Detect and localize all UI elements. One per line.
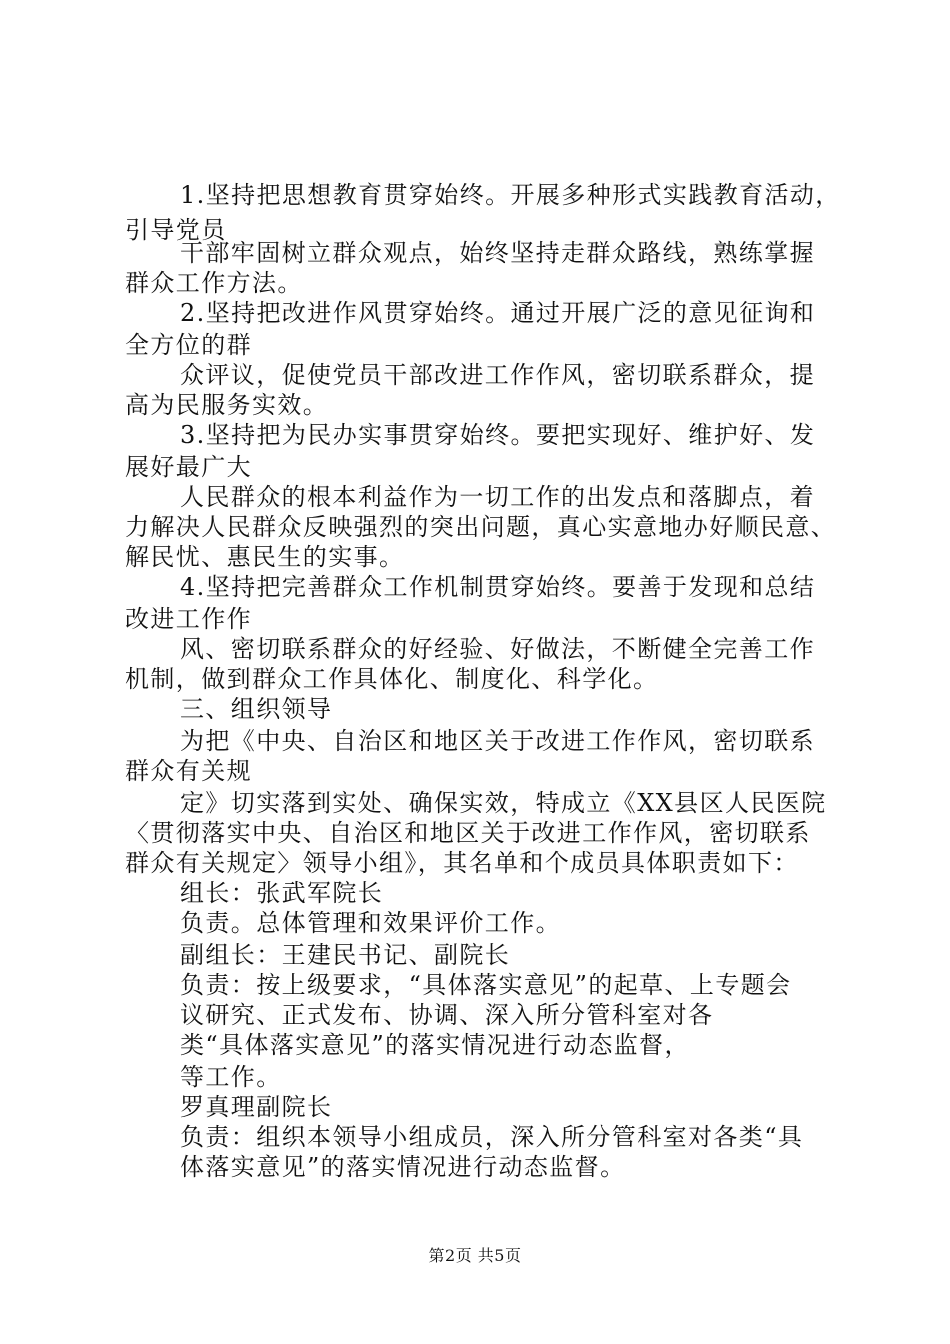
text-line: 群众有关规定〉领导小组》，其名单和个成员具体职责如下： <box>125 849 799 877</box>
text-line: 全方位的群 <box>125 331 252 359</box>
text-line: 解民忧、惠民生的实事。 <box>125 543 405 571</box>
text-line: 负责。总体管理和效果评价工作。 <box>180 909 561 937</box>
text-line: 人民群众的根本利益作为一切工作的出发点和落脚点，着 <box>180 483 815 511</box>
text-line: 负责：按上级要求，“具体落实意见”的起草、上专题会 <box>180 971 792 999</box>
text-line: 1.坚持把思想教育贯穿始终。开展多种形式实践教育活动， <box>180 181 841 209</box>
text-line: 力解决人民群众反映强烈的突出问题，真心实意地办好顺民意、 <box>125 513 837 541</box>
text-line: 议研究、正式发布、协调、深入所分管科室对各 <box>180 1001 714 1029</box>
text-line: 罗真理副院长 <box>180 1093 333 1121</box>
text-line: 等工作。 <box>180 1063 282 1091</box>
text-line: 组长：张武军院长 <box>180 879 384 907</box>
text-line: 干部牢固树立群众观点，始终坚持走群众路线，熟练掌握 <box>180 239 815 267</box>
page-number-footer: 第2页 共5页 <box>428 1246 522 1265</box>
text-line: 引导党员 <box>125 216 227 244</box>
text-line: 为把《中央、自治区和地区关于改进工作作风，密切联系 <box>180 727 815 755</box>
text-line: 展好最广大 <box>125 453 252 481</box>
text-line: 2.坚持把改进作风贯穿始终。通过开展广泛的意见征询和 <box>180 299 816 327</box>
text-line: 群众工作方法。 <box>125 269 303 297</box>
text-line: 机制，做到群众工作具体化、制度化、科学化。 <box>125 665 659 693</box>
text-line: 群众有关规 <box>125 757 252 785</box>
text-line: 改进工作作 <box>125 605 252 633</box>
section-heading: 三、组织领导 <box>180 695 333 723</box>
text-line: 定》切实落到实处、确保实效，特成立《XX县区人民医院 <box>180 789 827 817</box>
text-line: 副组长：王建民书记、副院长 <box>180 941 511 969</box>
text-line: 众评议，促使党员干部改进工作作风，密切联系群众，提 <box>180 361 815 389</box>
text-line: 负责：组织本领导小组成员，深入所分管科室对各类“具 <box>180 1123 804 1151</box>
text-line: 4.坚持把完善群众工作机制贯穿始终。要善于发现和总结 <box>180 573 816 601</box>
text-line: 〈贯彻落实中央、自治区和地区关于改进工作作风，密切联系 <box>125 819 811 847</box>
text-line: 3.坚持把为民办实事贯穿始终。要把实现好、维护好、发 <box>180 421 816 449</box>
text-line: 高为民服务实效。 <box>125 391 329 419</box>
text-line: 风、密切联系群众的好经验、好做法，不断健全完善工作 <box>180 635 815 663</box>
text-line: 类“具体落实意见”的落实情况进行动态监督， <box>180 1031 690 1059</box>
text-line: 体落实意见”的落实情况进行动态监督。 <box>180 1153 626 1181</box>
